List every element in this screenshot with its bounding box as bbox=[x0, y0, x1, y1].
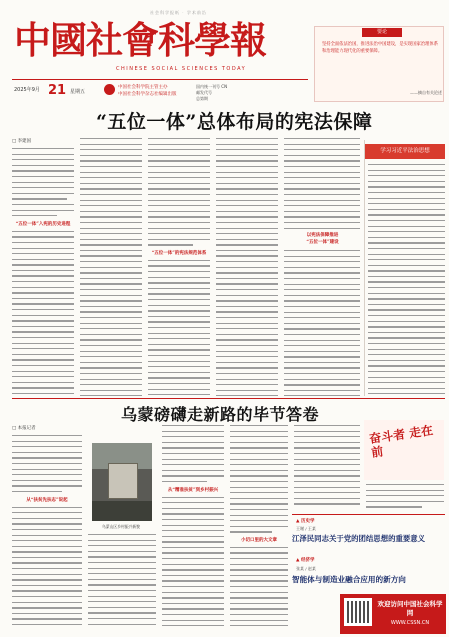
issue-number: 21 bbox=[48, 83, 67, 98]
masthead-divider bbox=[12, 79, 308, 80]
lead-column-3 bbox=[148, 138, 210, 396]
byline-history: 王谢 / 王某 bbox=[296, 526, 316, 531]
column-rule bbox=[364, 140, 365, 396]
story2-subhead-1: 从“扶贫先扶志”说起 bbox=[26, 497, 68, 503]
byline-economics: 张某 / 赵某 bbox=[296, 566, 316, 571]
website-url[interactable]: WWW.CSSN.CN bbox=[390, 620, 430, 626]
lead-byline: □ 李建国 bbox=[12, 139, 32, 144]
qr-code-icon bbox=[344, 598, 372, 626]
story2-column-4 bbox=[230, 425, 288, 630]
lead-subhead-1: “五位一体”入宪的历史进程 bbox=[15, 221, 71, 227]
publisher-logo-icon bbox=[104, 84, 115, 95]
quote-text: 坚持全面依法治国，推进法治中国建设，是实现国家治理体系和治理能力现代化的重要保障。 bbox=[322, 42, 439, 54]
issue-date: 2025年9月 bbox=[14, 87, 40, 93]
quote-tab: 要论 bbox=[362, 28, 402, 37]
lead-column-5-top bbox=[284, 138, 360, 230]
second-headline: 乌蒙磅礴走新路的毕节答卷 bbox=[120, 405, 319, 424]
story2-subhead-2: 从“精准扶贫”到乡村振兴 bbox=[167, 487, 219, 493]
side-column-text bbox=[368, 164, 445, 394]
promo-title: 奋斗者 走在前 bbox=[368, 423, 434, 460]
headline-economics: 智能体与制造业融合应用的新方向 bbox=[292, 575, 406, 584]
section-label-history: ▲ 历史学 bbox=[296, 519, 315, 524]
lead-headline: “五位一体”总体布局的宪法保障 bbox=[96, 111, 373, 133]
photo-ground bbox=[92, 501, 152, 521]
lead-column-4 bbox=[216, 138, 278, 396]
story2-column-2-bottom bbox=[88, 534, 156, 630]
story2-photo bbox=[92, 443, 152, 521]
publication-codes: 国内统一刊号 CN 邮发代号 总第期 bbox=[196, 84, 228, 101]
newspaper-title: 中國社會科學報 bbox=[14, 18, 266, 62]
masthead-slogan: 社会科学报纸 · 学术前沿 bbox=[150, 10, 207, 15]
website-promo-text: 欢迎访问中国社会科学网 bbox=[377, 600, 443, 617]
story2-column-1 bbox=[12, 425, 82, 630]
lead-subhead-2: “五位一体”的宪法规范体系 bbox=[151, 250, 207, 256]
story2-byline: □ 本报记者 bbox=[12, 426, 36, 431]
photo-monument bbox=[108, 463, 138, 499]
issue-weekday: 星期五 bbox=[70, 89, 86, 95]
lead-column-1 bbox=[12, 138, 74, 396]
section-label-economics: ▲ 经济学 bbox=[296, 558, 315, 563]
section-rule bbox=[12, 398, 445, 399]
story2-subhead-3: 小切口里的大文章 bbox=[241, 537, 277, 543]
lead-column-2 bbox=[80, 138, 142, 396]
quote-source: ——摘自有关论述 bbox=[410, 90, 442, 95]
publisher-info: 中国社会科学院主管主办 中国社会科学杂志社编辑出版 bbox=[118, 85, 177, 97]
lead-side-subhead: 以宪法保障推进 “五位一体”建设 bbox=[306, 233, 339, 245]
headline-history: 江泽民同志关于党的团结思想的重要意义 bbox=[292, 534, 426, 543]
story2-column-5 bbox=[294, 425, 360, 511]
photo-caption: 乌蒙山区乡村振兴新貌 bbox=[102, 524, 140, 529]
bottom-rule bbox=[292, 514, 445, 515]
promo-text bbox=[366, 484, 444, 512]
newspaper-title-en: CHINESE SOCIAL SCIENCES TODAY bbox=[116, 66, 247, 72]
story2-column-3 bbox=[162, 425, 224, 630]
lead-column-5-bottom bbox=[284, 250, 360, 396]
side-column-tag: 学习习近平法治思想 bbox=[365, 144, 445, 159]
